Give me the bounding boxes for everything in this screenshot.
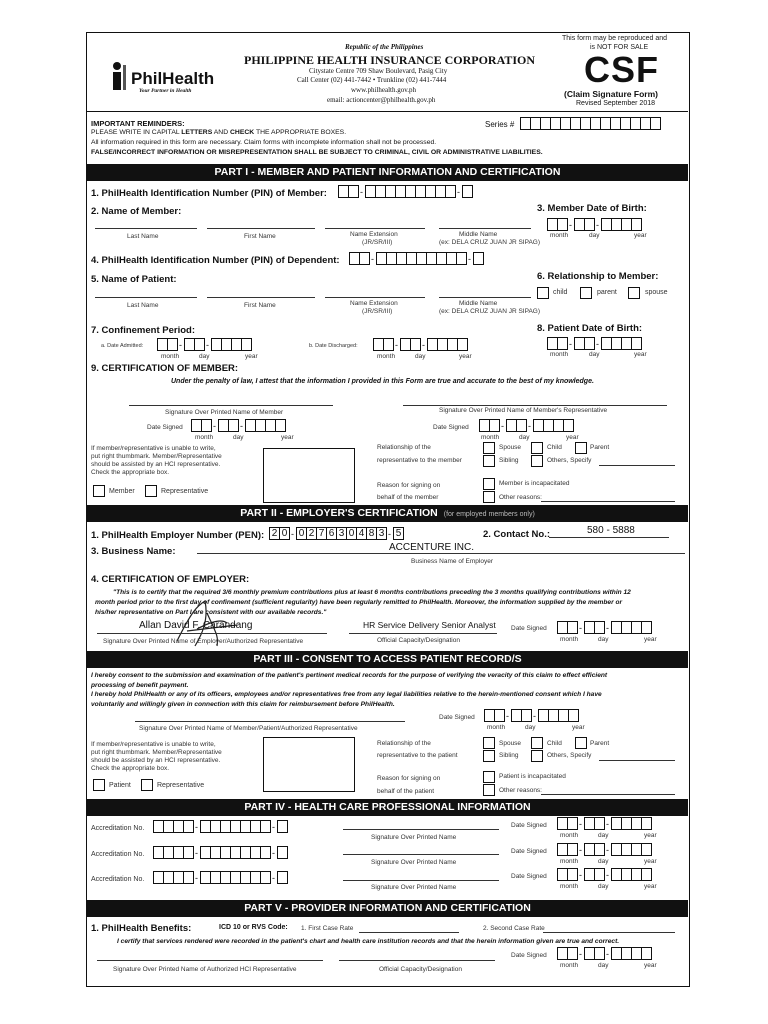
discharged-label: b. Date Discharged: xyxy=(309,343,358,349)
hcp-date-boxes-2[interactable]: - - xyxy=(557,843,651,856)
employer-official-caption: Official Capacity/Designation xyxy=(377,637,460,644)
h3-year: year xyxy=(644,883,657,890)
relationship-label: 6. Relationship to Member: xyxy=(537,271,659,282)
last-name-caption: Last Name xyxy=(127,233,159,240)
top-note-2: is NOT FOR SALE xyxy=(590,44,649,51)
p3-rel-line-1: Relationship of the xyxy=(377,740,431,747)
p3-unable-line-3: should be assisted by an HCI representative. xyxy=(91,757,221,764)
reminders-title: IMPORTANT REMINDERS: xyxy=(91,119,185,128)
series-label: Series # xyxy=(485,120,515,129)
member-dob-label: 3. Member Date of Birth: xyxy=(537,203,647,214)
series-number-boxes[interactable] xyxy=(520,117,660,130)
benefits-label: 1. PhilHealth Benefits: xyxy=(91,923,192,934)
employer-signer-name[interactable]: Allan David F. Carandang xyxy=(139,620,253,631)
pen-label: 1. PhilHealth Employer Number (PEN): xyxy=(91,530,265,541)
admitted-label: a. Date Admitted: xyxy=(101,343,144,349)
p3-spouse-checkbox[interactable] xyxy=(483,737,495,749)
patient-thumbmark-box[interactable] xyxy=(263,737,355,792)
patient-dob-label: 8. Patient Date of Birth: xyxy=(537,323,643,334)
csig-year: year xyxy=(572,724,585,731)
employer-certification-label: 4. CERTIFICATION OF EMPLOYER: xyxy=(91,574,250,585)
rep-spouse-checkbox[interactable] xyxy=(483,442,495,454)
rep-child-label: Child xyxy=(547,444,562,451)
first-case-label: 1. First Case Rate xyxy=(301,925,354,932)
p3-parent-checkbox[interactable] xyxy=(575,737,587,749)
esig-day: day xyxy=(598,636,609,643)
patient-thumb-label: Patient xyxy=(109,782,131,789)
p3-child-label: Child xyxy=(547,740,562,747)
name-ext-sub: (JR/SR/III) xyxy=(362,239,393,246)
parent-label: parent xyxy=(597,289,617,296)
patient-dob-boxes[interactable]: - - xyxy=(547,337,641,350)
name-ext-caption: Name Extension xyxy=(350,231,398,238)
confinement-label: 7. Confinement Period: xyxy=(91,325,195,336)
p3-rel-line-2: representative to the patient xyxy=(377,752,458,759)
admit-month-caption: month xyxy=(161,353,180,360)
hci-official-caption: Official Capacity/Designation xyxy=(379,966,462,973)
other-reasons-checkbox[interactable] xyxy=(483,491,495,503)
p3-spouse-label: Spouse xyxy=(499,740,522,747)
rep-sibling-checkbox[interactable] xyxy=(483,455,495,467)
reason-line-1: Reason for signing on xyxy=(377,482,441,489)
child-label: child xyxy=(553,289,568,296)
hcp-date-boxes-1[interactable]: - - xyxy=(557,817,651,830)
consent-date-signed-boxes[interactable]: - - xyxy=(484,709,578,722)
reminder-line-2: All information required in this form are necessary. Claim forms with incomplete information shall not be processed. xyxy=(91,139,437,146)
consent-date-signed-label: Date Signed xyxy=(439,714,475,721)
h2-day: day xyxy=(598,858,609,865)
p3-rep-thumb-label: Representative xyxy=(157,782,205,789)
employer-date-signed-label: Date Signed xyxy=(511,625,547,632)
icd-label: ICD 10 or RVS Code: xyxy=(219,924,288,931)
p3-other-reasons-checkbox[interactable] xyxy=(483,784,495,796)
consent-line-3: I hereby hold PhilHealth or any of its officers, employees and/or representatives free from any legal liabilities relative to the herein-mentioned consent which I have xyxy=(91,691,602,698)
address-line: Citystate Centre 709 Shaw Boulevard, Pasig City xyxy=(309,67,448,75)
p3-unable-line-4: Check the appropriate box. xyxy=(91,765,170,772)
business-value[interactable]: ACCENTURE INC. xyxy=(389,542,475,553)
accr-boxes-3[interactable]: - - xyxy=(153,871,287,884)
hci-date-boxes[interactable]: - - xyxy=(557,947,651,960)
csf-title: (Claim Signature Form) xyxy=(564,89,658,99)
sig-rep-caption: Signature Over Printed Name of Member's Representative xyxy=(439,407,608,414)
rsig-month: month xyxy=(481,434,500,441)
hci-day: day xyxy=(598,962,609,969)
pdob-day-caption: day xyxy=(589,351,600,358)
rep-parent-label: Parent xyxy=(590,444,610,451)
h1-day: day xyxy=(598,832,609,839)
h3-month: month xyxy=(560,883,579,890)
sig-consent-caption: Signature Over Printed Name of Member/Patient/Authorized Representative xyxy=(139,725,358,732)
patient-ext-caption: Name Extension xyxy=(350,300,398,307)
disch-day-caption: day xyxy=(415,353,426,360)
msig-day: day xyxy=(233,434,244,441)
sig-member-caption: Signature Over Printed Name of Member xyxy=(165,409,284,416)
consent-line-1: I hereby consent to the submission and examination of the patient's pertinent medical records for the purpose of verifying the veracity of this claim to effect efficient xyxy=(91,672,608,679)
accr-label-1: Accreditation No. xyxy=(91,825,145,832)
rep-others-label: Others, Specify xyxy=(547,457,592,464)
member-incap-checkbox[interactable] xyxy=(483,478,495,490)
member-thumb-label: Member xyxy=(109,488,135,495)
hcp-date-label-3: Date Signed xyxy=(511,873,547,880)
reminder-line-3: FALSE/INCORRECT INFORMATION OR MISREPRESENTATION SHALL BE SUBJECT TO CRIMINAL, CIVIL OR ADMINISTRATIVE LIABILITIES. xyxy=(91,149,543,156)
top-note-1: This form may be reproduced and xyxy=(562,35,668,42)
call-center-line: Call Center (02) 441-7442 • Trunkline (02) 441-7444 xyxy=(297,76,447,84)
p3-parent-label: Parent xyxy=(590,740,610,747)
employer-cert-line-1: "This is to certify that the required 3/6 monthly premium contributions plus at least 6 months contributions preceding the 3 months qualifying contributions within 12 xyxy=(113,589,631,596)
rel-line-2: representative to the member xyxy=(377,457,462,464)
patient-name-label: 5. Name of Patient: xyxy=(91,274,177,285)
csig-day: day xyxy=(525,724,536,731)
pdob-month-caption: month xyxy=(550,351,569,358)
unable-line-2: put right thumbmark. Member/Representative xyxy=(91,453,222,460)
parent-checkbox[interactable] xyxy=(580,287,592,299)
member-date-signed-boxes[interactable]: - - xyxy=(191,419,285,432)
pdob-year-caption: year xyxy=(634,351,647,358)
h2-month: month xyxy=(560,858,579,865)
first-name-caption: First Name xyxy=(244,233,276,240)
consent-line-2: processing of benefit payment. xyxy=(91,682,189,689)
part2-header: PART II - EMPLOYER'S CERTIFICATION (for employed members only) xyxy=(87,505,688,522)
h1-year: year xyxy=(644,832,657,839)
dob-year-caption: year xyxy=(634,232,647,239)
hcp-sig-caption-2: Signature Over Printed Name xyxy=(371,859,457,866)
rep-parent-checkbox[interactable] xyxy=(575,442,587,454)
member-incap-label: Member is incapacitated xyxy=(499,480,570,487)
hci-sig-caption: Signature Over Printed Name of Authorized HCI Representative xyxy=(113,966,297,973)
date-discharged-boxes[interactable]: - - xyxy=(373,338,467,351)
rep-spouse-label: Spouse xyxy=(499,444,522,451)
employer-date-signed-boxes[interactable]: - - xyxy=(557,621,651,634)
reminder-line-1: PLEASE WRITE IN CAPITAL LETTERS AND CHECK THE APPROPRIATE BOXES. xyxy=(91,129,347,136)
part5-header: PART V - PROVIDER INFORMATION AND CERTIFICATION xyxy=(87,900,688,917)
pin-member-label: 1. PhilHealth Identification Number (PIN) of Member: xyxy=(91,188,327,199)
rsig-year: year xyxy=(566,434,579,441)
logo-name: PhilHealth xyxy=(131,69,215,88)
penalty-statement: Under the penalty of law, I attest that the information I provided in this Form are true and accurate to the best of my knowledge. xyxy=(171,378,594,385)
patient-thumb-checkbox[interactable] xyxy=(93,779,105,791)
hcp-date-label-2: Date Signed xyxy=(511,848,547,855)
member-certification-label: 9. CERTIFICATION OF MEMBER: xyxy=(91,363,239,374)
pin-member-boxes[interactable]: - - xyxy=(338,185,472,198)
rep-thumb-label: Representative xyxy=(161,488,209,495)
accr-boxes-2[interactable]: - - xyxy=(153,846,287,859)
hcp-sig-caption-3: Signature Over Printed Name xyxy=(371,884,457,891)
admit-year-caption: year xyxy=(245,353,258,360)
p3-unable-line-2: put right thumbmark. Member/Representative xyxy=(91,749,222,756)
middle-name-caption: Middle Name xyxy=(459,231,498,238)
disch-year-caption: year xyxy=(459,353,472,360)
patient-incap-checkbox[interactable] xyxy=(483,771,495,783)
member-date-signed-label: Date Signed xyxy=(147,424,183,431)
part1-header: PART I - MEMBER AND PATIENT INFORMATION AND CERTIFICATION xyxy=(87,164,688,181)
spouse-checkbox[interactable] xyxy=(628,287,640,299)
business-label: 3. Business Name: xyxy=(91,546,176,557)
member-thumb-checkbox[interactable] xyxy=(93,485,105,497)
disch-month-caption: month xyxy=(377,353,396,360)
part4-header: PART IV - HEALTH CARE PROFESSIONAL INFORMATION xyxy=(87,799,688,816)
rep-sibling-label: Sibling xyxy=(499,457,519,464)
pin-dependent-boxes[interactable]: - - xyxy=(349,252,483,265)
patient-middle-sub: (ex: DELA CRUZ JUAN JR SIPAG) xyxy=(439,308,541,315)
admit-day-caption: day xyxy=(199,353,210,360)
other-reasons-label: Other reasons: xyxy=(499,494,542,501)
contact-label: 2. Contact No.: xyxy=(483,529,551,540)
member-thumbmark-box[interactable] xyxy=(263,448,355,503)
contact-value[interactable]: 580 - 5888 xyxy=(587,525,635,536)
unable-line-1: If member/representative is unable to write, xyxy=(91,445,216,452)
rep-child-checkbox[interactable] xyxy=(531,442,543,454)
unable-line-4: Check the appropriate box. xyxy=(91,469,170,476)
spouse-label: spouse xyxy=(645,289,668,296)
h3-day: day xyxy=(598,883,609,890)
date-admitted-boxes[interactable]: - - xyxy=(157,338,251,351)
rel-line-1: Relationship of the xyxy=(377,444,431,451)
member-name-label: 2. Name of Member: xyxy=(91,206,182,217)
p3-reason-line-2: behalf of the patient xyxy=(377,788,435,795)
p3-others-label: Others, Specify xyxy=(547,752,592,759)
employer-cert-line-2: month period prior to the first day of confinement (sufficient regularity) have been regularly remitted to PhilHealth. Moreover, the information supplied by the member or xyxy=(95,599,623,606)
rep-date-signed-label: Date Signed xyxy=(433,424,469,431)
part3-header: PART III - CONSENT TO ACCESS PATIENT RECORD/S xyxy=(87,651,688,668)
p3-others-checkbox[interactable] xyxy=(531,750,543,762)
unable-line-3: should be assisted by an HCI representative. xyxy=(91,461,221,468)
claim-signature-form xyxy=(86,32,690,987)
consent-line-4: voluntarily and willingly given in connection with this claim for reimbursement before PhilHealth. xyxy=(91,701,395,708)
patient-first-caption: First Name xyxy=(244,302,276,309)
accr-label-2: Accreditation No. xyxy=(91,851,145,858)
p3-sibling-label: Sibling xyxy=(499,752,519,759)
reason-line-2: behalf of the member xyxy=(377,494,439,501)
p3-unable-line-1: If member/representative is unable to write, xyxy=(91,741,216,748)
pen-boxes[interactable]: 2 0 - 0 2 7 6 3 0 4 8 3 - 5 xyxy=(269,527,403,540)
hci-year: year xyxy=(644,962,657,969)
patient-last-caption: Last Name xyxy=(127,302,159,309)
email: email: actioncenter@philhealth.gov.ph xyxy=(327,96,436,104)
website: www.philhealth.gov.ph xyxy=(351,86,416,94)
rep-date-signed-boxes[interactable]: - - xyxy=(479,419,573,432)
provider-certify-text: I certify that services rendered were recorded in the patient's chart and health care institution records and that the herein information given are true and correct. xyxy=(117,938,620,945)
hcp-date-boxes-3[interactable]: - - xyxy=(557,868,651,881)
business-caption: Business Name of Employer xyxy=(411,558,494,565)
dob-day-caption: day xyxy=(589,232,600,239)
employer-designation[interactable]: HR Service Delivery Senior Analyst xyxy=(363,620,496,630)
hcp-sig-caption-1: Signature Over Printed Name xyxy=(371,834,457,841)
second-case-label: 2. Second Case Rate xyxy=(483,925,545,932)
patient-ext-sub: (JR/SR/III) xyxy=(362,308,393,315)
logo-tagline: Your Partner in Health xyxy=(139,88,192,94)
h1-month: month xyxy=(560,832,579,839)
csig-month: month xyxy=(487,724,506,731)
accr-label-3: Accreditation No. xyxy=(91,876,145,883)
republic-text: Republic of the Philippines xyxy=(345,43,424,51)
rep-thumb-checkbox[interactable] xyxy=(145,485,157,497)
corporation-name: PHILIPPINE HEALTH INSURANCE CORPORATION xyxy=(244,53,536,67)
member-dob-boxes[interactable]: - - xyxy=(547,218,641,231)
child-checkbox[interactable] xyxy=(537,287,549,299)
esig-month: month xyxy=(560,636,579,643)
pin-dependent-label: 4. PhilHealth Identification Number (PIN) of Dependent: xyxy=(91,255,340,266)
accr-boxes-1[interactable]: - - xyxy=(153,820,287,833)
h2-year: year xyxy=(644,858,657,865)
msig-month: month xyxy=(195,434,214,441)
patient-middle-caption: Middle Name xyxy=(459,300,498,307)
msig-year: year xyxy=(281,434,294,441)
revised-date: Revised September 2018 xyxy=(576,100,655,107)
employer-cert-line-3: his/her representative on Part I are consistent with our available records." xyxy=(95,609,327,616)
p3-sibling-checkbox[interactable] xyxy=(483,750,495,762)
p3-rep-thumb-checkbox[interactable] xyxy=(141,779,153,791)
dob-month-caption: month xyxy=(550,232,569,239)
p3-other-reasons-label: Other reasons: xyxy=(499,787,542,794)
rsig-day: day xyxy=(519,434,530,441)
p3-reason-line-1: Reason for signing on xyxy=(377,775,441,782)
p3-child-checkbox[interactable] xyxy=(531,737,543,749)
hcp-date-label-1: Date Signed xyxy=(511,822,547,829)
patient-incap-label: Patient is incapacitated xyxy=(499,773,566,780)
hci-date-label: Date Signed xyxy=(511,952,547,959)
sig-employer-caption: Signature Over Printed Name of Employer/Authorized Representative xyxy=(103,638,304,645)
middle-name-sub: (ex: DELA CRUZ JUAN JR SIPAG) xyxy=(439,239,541,246)
hci-month: month xyxy=(560,962,579,969)
rep-others-checkbox[interactable] xyxy=(531,455,543,467)
csf-code: CSF xyxy=(584,49,659,90)
esig-year: year xyxy=(644,636,657,643)
